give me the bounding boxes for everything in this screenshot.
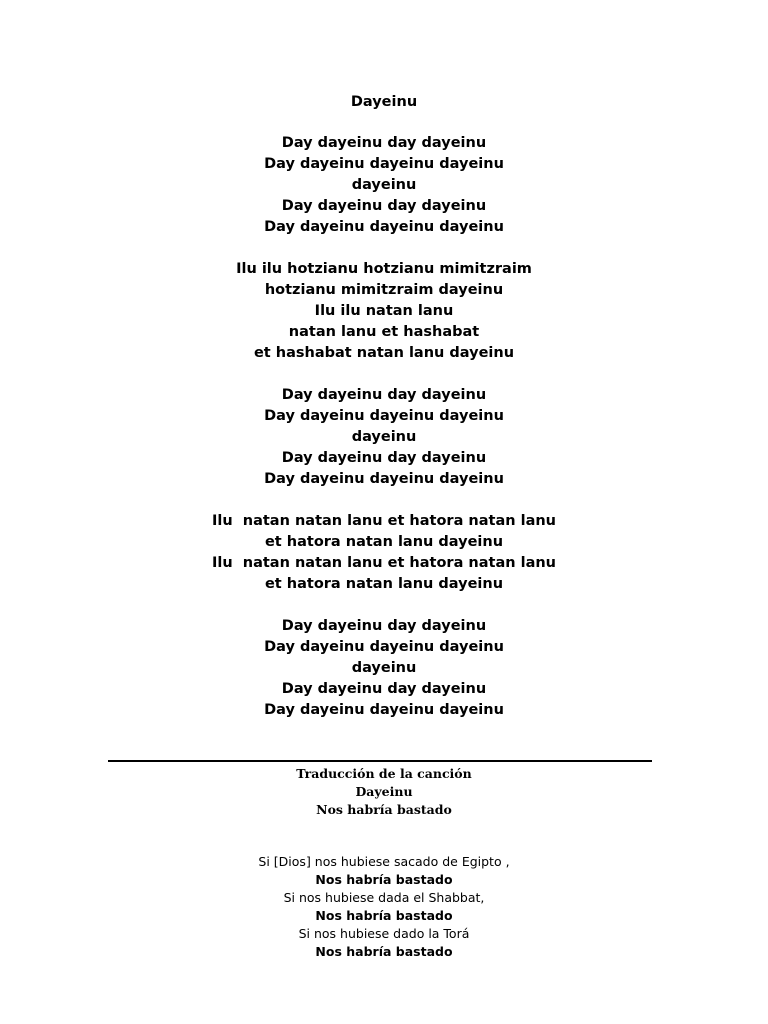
- lyric-line: Day dayeinu dayeinu dayeinu: [264, 471, 504, 487]
- translation-refrain: Nos habría bastado: [315, 944, 453, 959]
- horizontal-divider: [108, 760, 652, 762]
- lyric-line: dayeinu: [351, 429, 417, 445]
- translation-song-title: Dayeinu: [355, 784, 413, 799]
- lyric-line: Day dayeinu dayeinu dayeinu: [264, 408, 504, 424]
- lyric-line: Day dayeinu day dayeinu: [281, 387, 487, 403]
- lyric-line: Day dayeinu dayeinu dayeinu: [264, 156, 504, 172]
- translation-refrain: Nos habría bastado: [315, 908, 453, 923]
- stanza-verse-2: [0, 511, 768, 595]
- lyrics-block: [0, 133, 768, 742]
- lyric-line: Ilu natan natan lanu et hatora natan lanu: [211, 513, 556, 529]
- translation-subtitle: Nos habría bastado: [316, 802, 452, 817]
- stanza-chorus-3: [0, 616, 768, 721]
- stanza-chorus-2: [0, 385, 768, 490]
- translation-block: [0, 853, 768, 961]
- lyric-line: hotzianu mimitzraim dayeinu: [264, 282, 504, 298]
- lyric-line: et hashabat natan lanu dayeinu: [253, 345, 515, 361]
- translation-line: Si nos hubiese dada el Shabbat,: [283, 890, 485, 905]
- translation-line: Si nos hubiese dado la Torá: [298, 926, 470, 941]
- lyric-line: Ilu natan natan lanu et hatora natan lanu: [211, 555, 556, 571]
- lyric-line: et hatora natan lanu dayeinu: [264, 576, 504, 592]
- lyric-line: Day dayeinu dayeinu dayeinu: [264, 219, 504, 235]
- lyric-line: natan lanu et hashabat: [288, 324, 480, 340]
- lyric-line: Day dayeinu day dayeinu: [281, 135, 487, 151]
- translation-header: [0, 765, 768, 819]
- stanza-chorus-1: [0, 133, 768, 238]
- translation-line: Si [Dios] nos hubiese sacado de Egipto ,: [258, 854, 510, 869]
- lyric-line: Day dayeinu day dayeinu: [281, 618, 487, 634]
- song-title: Dayeinu: [350, 94, 418, 110]
- lyric-line: Day dayeinu day dayeinu: [281, 681, 487, 697]
- lyric-line: dayeinu: [351, 660, 417, 676]
- stanza-verse-1: [0, 259, 768, 364]
- translation-heading: Traducción de la canción: [296, 766, 472, 781]
- lyric-line: Day dayeinu day dayeinu: [281, 450, 487, 466]
- lyric-line: et hatora natan lanu dayeinu: [264, 534, 504, 550]
- lyric-line: Ilu ilu natan lanu: [314, 303, 454, 319]
- lyric-line: Day dayeinu day dayeinu: [281, 198, 487, 214]
- translation-refrain: Nos habría bastado: [315, 872, 453, 887]
- lyric-line: Ilu ilu hotzianu hotzianu mimitzraim: [236, 261, 532, 277]
- lyric-line: dayeinu: [351, 177, 417, 193]
- lyric-line: Day dayeinu dayeinu dayeinu: [264, 639, 504, 655]
- lyric-line: Day dayeinu dayeinu dayeinu: [264, 702, 504, 718]
